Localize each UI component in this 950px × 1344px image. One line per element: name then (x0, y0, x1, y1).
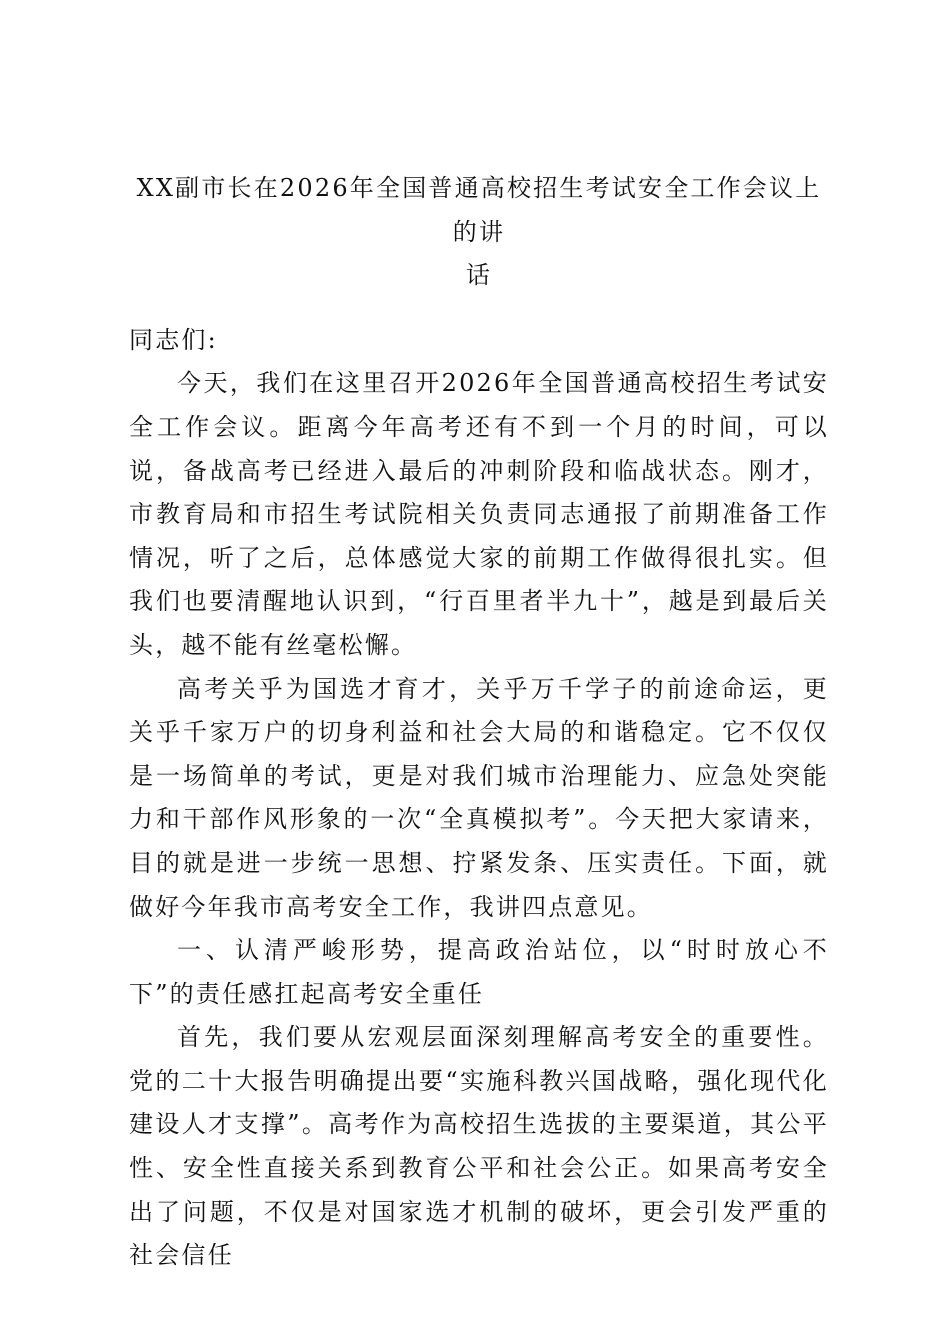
paragraph-intro: 今天，我们在这里召开2026年全国普通高校招生考试安全工作会议。距离今年高考还有不到一个月的时间，可以说，备战高考已经进入最后的冲刺阶段和临战状态。刚才，市教育局和市招生考试院相关负责同志通报了前期准备工作情况，听了之后，总体感觉大家的前期工作做得很扎实。但我们也要清醒地认识到，“行百里者半九十”，越是到最后关头，越不能有丝毫松懈。 (129, 369, 829, 659)
paragraph-significance: 高考关乎为国选才育才，关乎万千学子的前途命运，更关乎千家万户的切身利益和社会大局的和谐稳定。它不仅仅是一场简单的考试，更是对我们城市治理能力、应急处突能力和干部作风形象的一次“全真模拟考”。今天把大家请来，目的就是进一步统一思想、拧紧发条、压实责任。下面，就做好今年我市高考安全工作，我讲四点意见。 (129, 674, 829, 921)
title-line-1: XX副市长在2026年全国普通高校招生考试安全工作会议上的讲 (136, 174, 822, 246)
paragraph-section-1: 首先，我们要从宏观层面深刻理解高考安全的重要性。党的二十大报告明确提出要“实施科教兴国战略，强化现代化建设人才支撑”。高考作为高校招生选拔的主要渠道，其公平性、安全性直接关系到教育公平和社会公正。如果高考安全出了问题，不仅是对国家选才机制的破坏，更会引发严重的社会信任 (129, 1023, 829, 1270)
title-line-2: 话 (465, 261, 493, 290)
greeting: 同志们: (129, 325, 218, 354)
document-body (129, 167, 829, 1278)
section-heading-1: 一、认清严峻形势，提高政治站位，以“时时放心不下”的责任感扛起高考安全重任 (129, 936, 829, 1008)
document-title (129, 167, 829, 298)
